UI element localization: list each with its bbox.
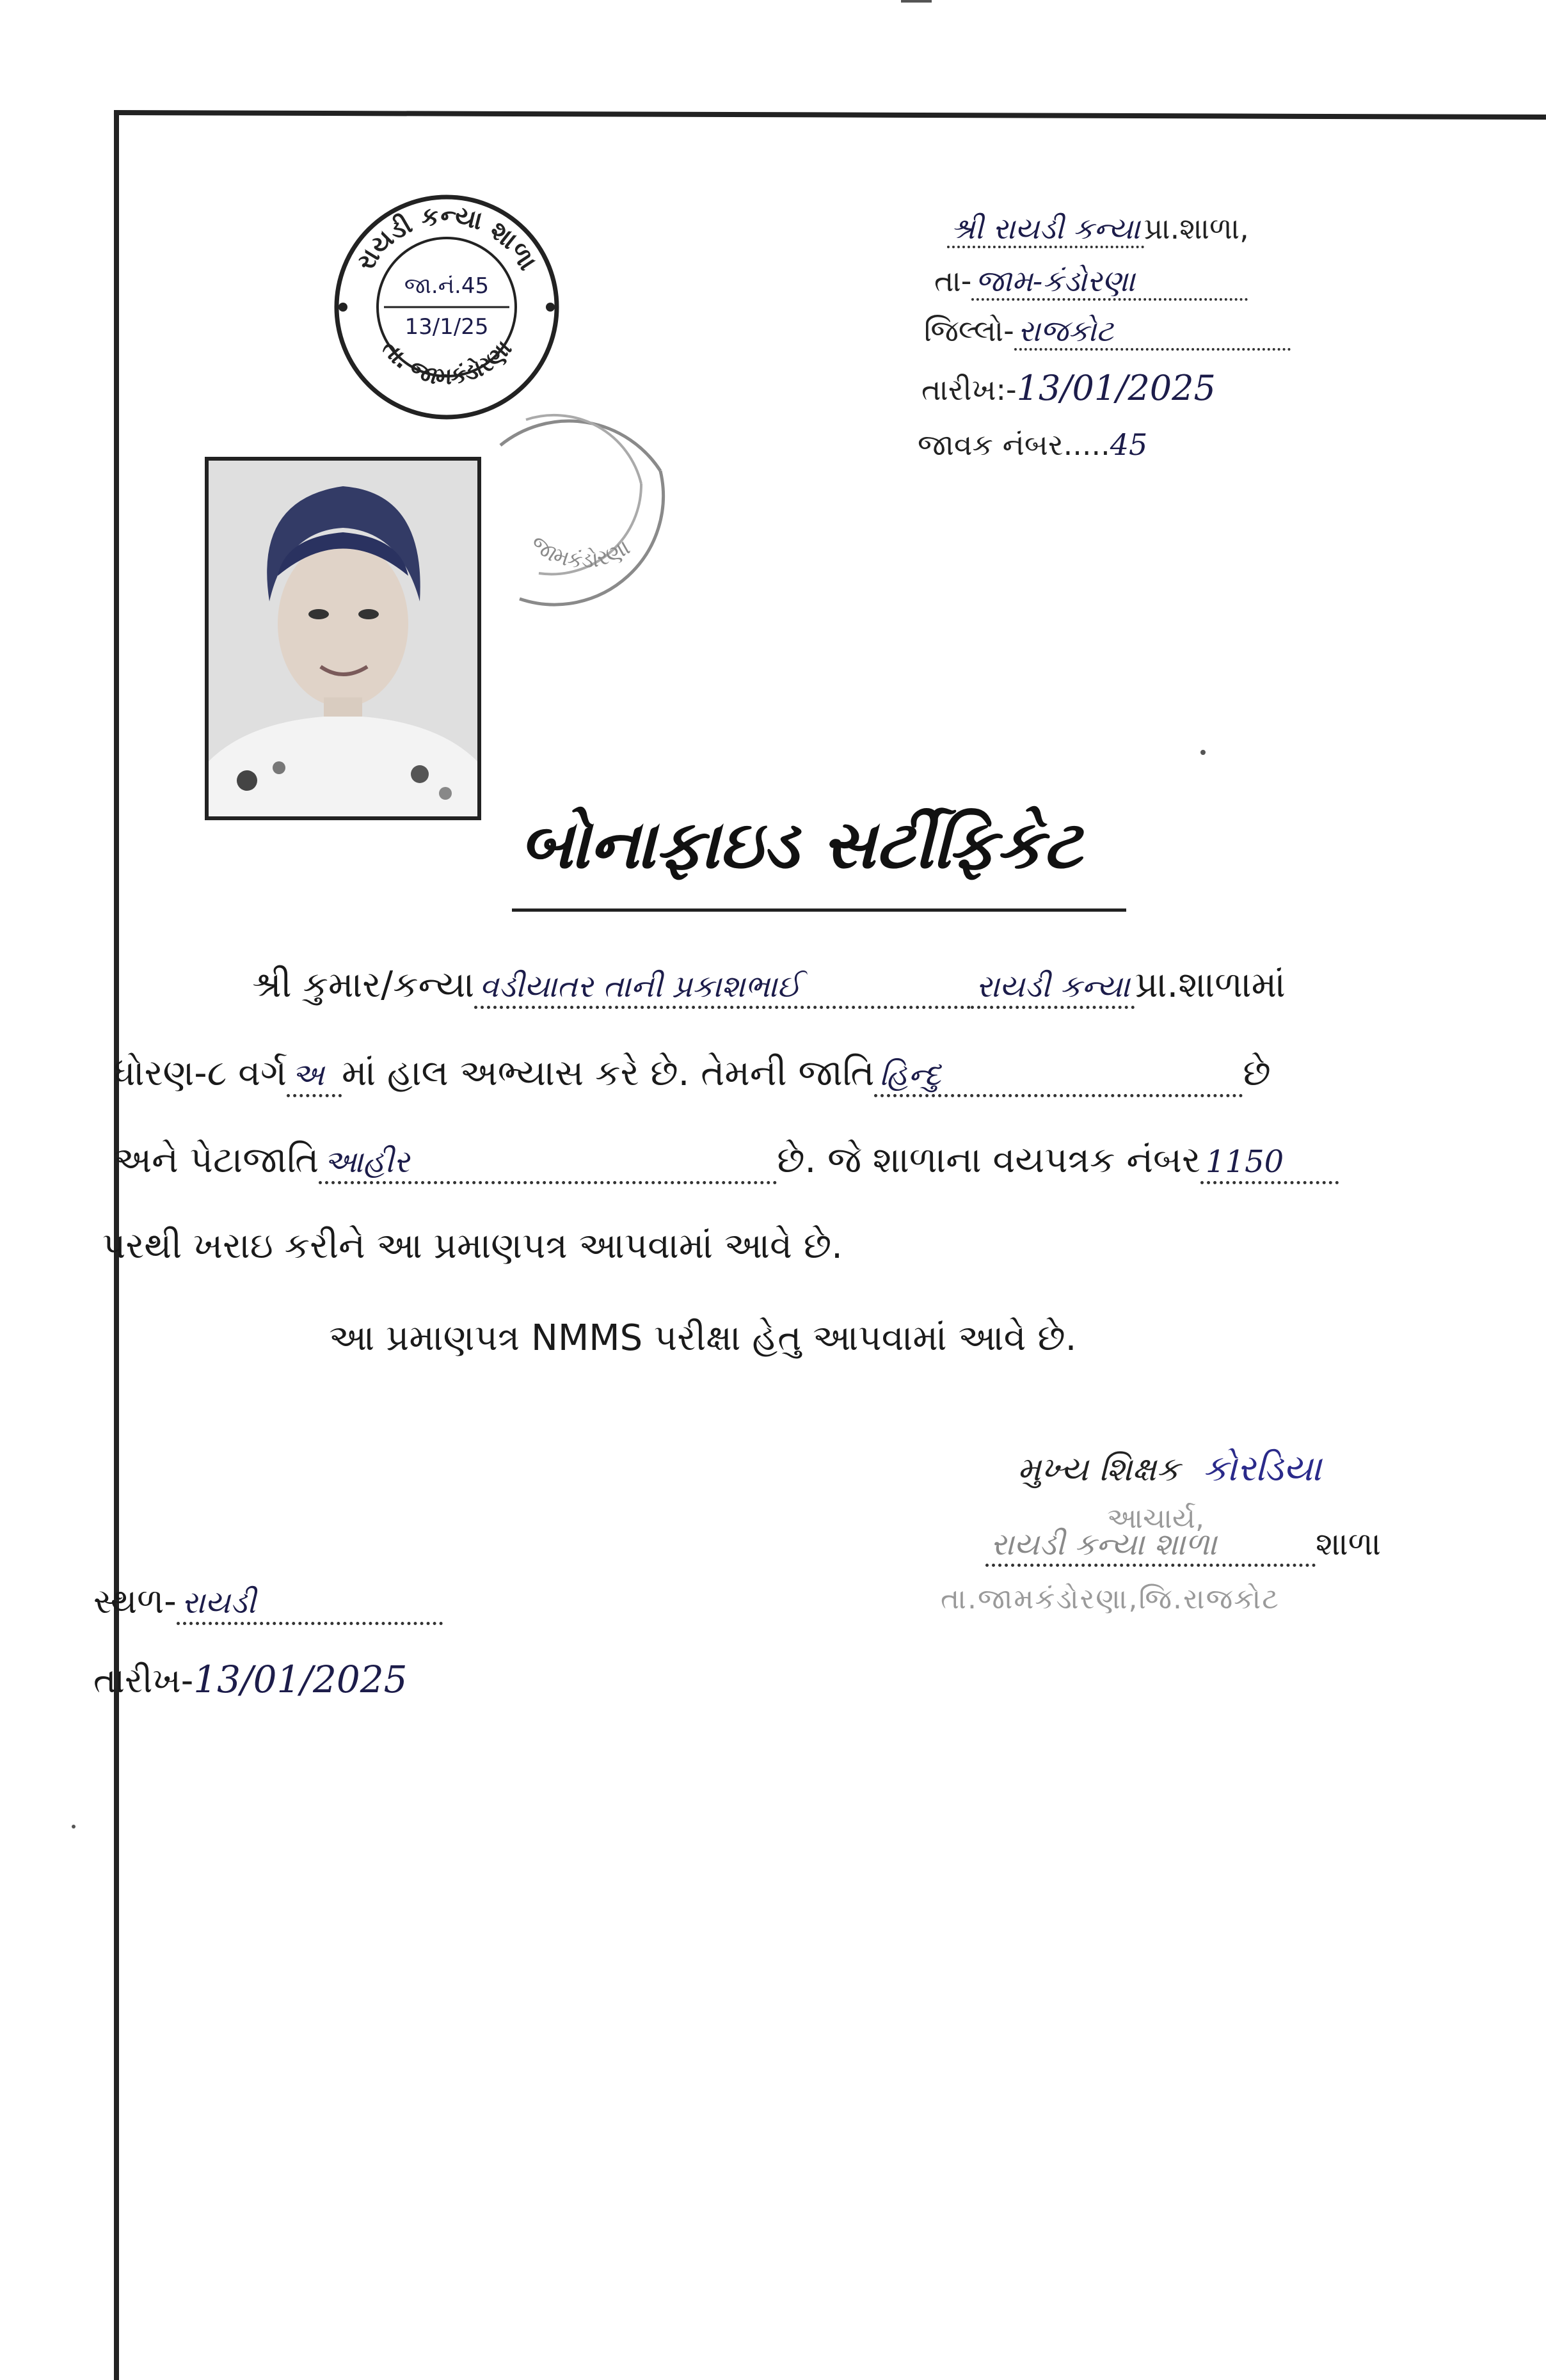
address-stamp: તા.જામકંડોરણા,જિ.રાજકોટ — [941, 1583, 1280, 1615]
scan-mark — [1200, 750, 1206, 755]
line3-prefix: અને પેટાજાતિ — [114, 1139, 319, 1181]
place-line — [93, 1581, 443, 1625]
date-label: તારીખ:- — [921, 372, 1017, 407]
outward-label: જાવક નંબર..... — [918, 427, 1110, 462]
body-line-5: આ પ્રમાણપત્ર NMMS પરીક્ષા હેતુ આપવામાં આવે છે. — [329, 1317, 1077, 1359]
header-date — [921, 368, 1216, 408]
certificate-title: બોનાફાઇડ સર્ટીફિકેટ — [520, 805, 1082, 884]
header-outward — [918, 427, 1148, 462]
gr-number-field: 1150 — [1200, 1146, 1339, 1184]
student-portrait — [209, 461, 477, 816]
place-field: રાયડી — [177, 1587, 443, 1625]
school-suffix: પ્રા.શાળા, — [1144, 211, 1249, 246]
school-stamp-text: રાયડી કન્યા શાળા — [985, 1529, 1316, 1567]
line2-mid: માં હાલ અભ્યાસ કરે છે. તેમની જાતિ — [341, 1052, 875, 1094]
signature-block — [1017, 1448, 1322, 1489]
signature-school-line — [985, 1525, 1382, 1567]
school-suffix-sig: શાળા — [1316, 1525, 1382, 1562]
scan-mark — [72, 1825, 76, 1829]
taluka-label: તા- — [934, 264, 972, 298]
line2-suffix: છે — [1243, 1052, 1271, 1094]
header-taluka — [934, 266, 1248, 301]
line1-suffix: પ્રા.શાળામાં — [1135, 964, 1286, 1006]
title-underline — [512, 908, 1126, 912]
district-label: જિલ્લો- — [924, 313, 1014, 348]
school-name-inline: રાયડી કન્યા — [971, 971, 1135, 1009]
page-border-top — [114, 110, 1546, 120]
footer-date-field: 13/01/2025 — [193, 1658, 408, 1701]
line3-mid: છે. જે શાળાના વયપત્રક નંબર — [777, 1139, 1200, 1181]
stamp-number: જા.નં.45 — [404, 273, 490, 299]
district-field: રાજકોટ — [1014, 316, 1291, 351]
school-name-field: શ્રી રાયડી કન્યા — [947, 214, 1144, 248]
stamp-top-text: રાયડી કન્યા શાળા — [351, 200, 543, 276]
faint-round-stamp — [481, 381, 673, 637]
header-district — [924, 313, 1291, 351]
outward-field: 45 — [1110, 427, 1148, 462]
body-line-4: પરથી ખરાઇ કરીને આ પ્રમાણપત્ર આપવામાં આવે છે. — [102, 1225, 843, 1267]
faint-stamp-text: જામકંડોરણા — [525, 530, 635, 574]
svg-text:જામકંડોરણા — [526, 530, 635, 574]
scan-mark — [901, 0, 932, 3]
body-line-1 — [252, 964, 1286, 1009]
header-school — [947, 211, 1249, 248]
body-line-3 — [114, 1139, 1339, 1184]
signature-title: મુખ્ય શિક્ષક — [1017, 1450, 1180, 1489]
footer-date-label: તારીખ- — [93, 1660, 194, 1701]
caste-field: હિન્દુ — [874, 1059, 1243, 1097]
body-line-2 — [114, 1052, 1271, 1097]
subcaste-field: આહીર — [319, 1146, 777, 1184]
line1-prefix: શ્રી કુમાર/કન્યા — [252, 964, 475, 1006]
stamp-bottom-text: તા. જામકંડોરણા — [376, 335, 518, 390]
student-photo — [205, 457, 481, 820]
taluka-field: જામ-કંડોરણા — [971, 266, 1248, 301]
stamp-date: 13/1/25 — [404, 314, 489, 340]
footer-date-line — [93, 1658, 408, 1701]
date-field: 13/01/2025 — [1016, 368, 1216, 408]
place-label: સ્થળ- — [93, 1581, 177, 1621]
student-name-field: વડીયાતર તાની પ્રકાશભાઈ — [474, 971, 971, 1009]
acharya-label: આચાર્ય, — [1107, 1502, 1204, 1535]
class-division-field: અ — [287, 1059, 342, 1097]
line2-prefix: ધોરણ-૮ વર્ગ — [114, 1052, 287, 1094]
signature-name: કોરડિયા — [1202, 1448, 1322, 1489]
